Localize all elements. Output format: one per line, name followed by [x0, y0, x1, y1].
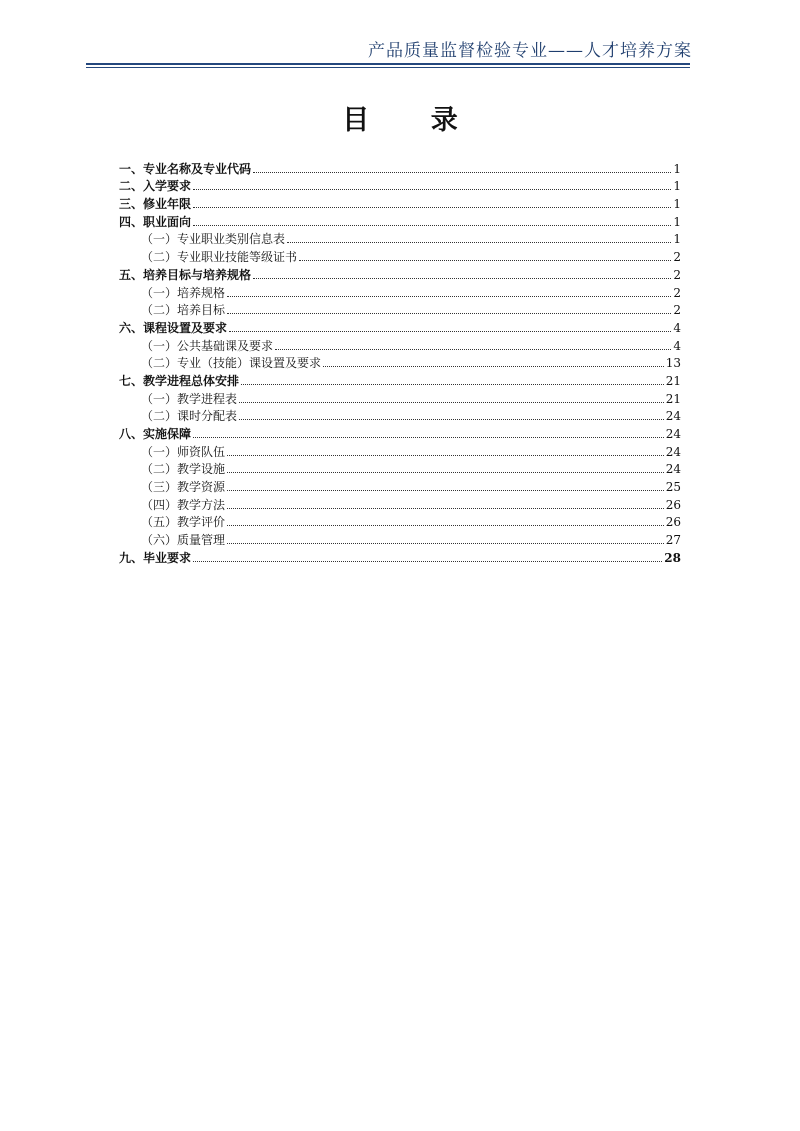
header-rule-thick	[86, 63, 690, 65]
toc-entry-title: 七、教学进程总体安排	[119, 373, 240, 388]
toc-dot-leader	[323, 366, 664, 367]
toc-entry[interactable]	[119, 370, 681, 388]
toc-entry-title: （二）专业（技能）课设置及要求	[141, 356, 322, 371]
toc-entry-page: 2	[673, 303, 681, 318]
toc-dot-leader	[193, 225, 671, 226]
toc-dot-leader	[287, 242, 671, 243]
toc-dot-leader	[299, 260, 671, 261]
header-rule-thin	[86, 67, 690, 68]
toc-entry-page: 24	[665, 409, 681, 424]
toc-dot-leader	[227, 525, 664, 526]
toc-entry-title: 四、职业面向	[119, 214, 192, 229]
toc-dot-leader	[229, 331, 671, 332]
toc-entry-page: 24	[665, 427, 681, 441]
toc-entry[interactable]	[119, 476, 681, 494]
toc-entry-page: 2	[673, 250, 681, 265]
toc-entry[interactable]	[119, 423, 681, 441]
toc-entry[interactable]	[119, 459, 681, 477]
toc-entry[interactable]	[119, 494, 681, 512]
toc-entry[interactable]	[119, 529, 681, 547]
toc-dot-leader	[227, 543, 664, 544]
toc-entry-page: 26	[665, 515, 681, 530]
toc-dot-leader	[227, 313, 671, 314]
toc-entry-title: （五）教学评价	[141, 515, 226, 530]
toc-dot-leader	[227, 490, 664, 491]
running-header: 产品质量监督检验专业——人才培养方案	[368, 41, 692, 61]
toc-entry-page: 1	[673, 179, 681, 194]
toc-entry-title: （二）教学设施	[141, 462, 226, 477]
toc-dot-leader	[193, 189, 671, 190]
toc-dot-leader	[227, 296, 671, 297]
toc-entry-title: 六、课程设置及要求	[119, 320, 228, 335]
toc-entry-title: （六）质量管理	[141, 533, 226, 548]
toc-entry-page: 4	[673, 320, 681, 335]
toc-dot-leader	[193, 207, 671, 208]
toc-dot-leader	[253, 278, 671, 279]
toc-dot-leader	[241, 384, 664, 385]
toc-title: 目 录	[342, 105, 484, 136]
toc-entry[interactable]	[119, 193, 681, 211]
toc-entry[interactable]	[119, 176, 681, 194]
toc-entry-page: 27	[665, 533, 681, 548]
toc-entry-title: （二）课时分配表	[141, 409, 238, 424]
toc-dot-leader	[239, 402, 664, 403]
toc-entry[interactable]	[119, 547, 681, 565]
toc-entry-title: （一）专业职业类别信息表	[141, 232, 286, 247]
toc-entry-page: 1	[673, 232, 681, 247]
toc-entry-page: 25	[665, 480, 681, 495]
toc-entry[interactable]	[119, 282, 681, 300]
toc-entry-title: （三）教学资源	[141, 480, 226, 495]
toc-entry-page: 26	[665, 497, 681, 512]
toc-entry-page: 21	[665, 373, 681, 388]
toc-entry-page: 24	[665, 444, 681, 459]
toc-entry-title: （二）专业职业技能等级证书	[141, 250, 298, 265]
toc-dot-leader	[227, 455, 664, 456]
toc-entry[interactable]	[119, 211, 681, 229]
toc-dot-leader	[193, 561, 662, 562]
toc-dot-leader	[227, 508, 664, 509]
toc-dot-leader	[227, 472, 664, 473]
toc-entry-title: （二）培养目标	[141, 303, 226, 318]
toc-entry[interactable]	[119, 246, 681, 264]
toc-dot-leader	[253, 172, 671, 173]
toc-entry-page: 2	[673, 267, 681, 282]
toc-entry[interactable]	[119, 300, 681, 318]
toc-entry-title: （一）教学进程表	[141, 391, 238, 406]
toc-entry[interactable]	[119, 317, 681, 335]
toc-entry-title: 九、毕业要求	[119, 550, 192, 565]
toc-entry[interactable]	[119, 229, 681, 247]
toc-entry-page: 2	[673, 285, 681, 300]
toc-entry-title: （一）培养规格	[141, 285, 226, 300]
toc-entry-title: （一）公共基础课及要求	[141, 338, 274, 353]
toc-entry-title: 二、入学要求	[119, 179, 192, 194]
toc-entry-title: （一）师资队伍	[141, 444, 226, 459]
toc-entry[interactable]	[119, 353, 681, 371]
toc-entry[interactable]	[119, 264, 681, 282]
toc-entry-page: 13	[665, 356, 681, 371]
toc-dot-leader	[275, 349, 671, 350]
toc-entry[interactable]	[119, 388, 681, 406]
toc-entry-title: （四）教学方法	[141, 497, 226, 512]
toc-entry[interactable]	[119, 406, 681, 424]
toc-entry[interactable]	[119, 512, 681, 530]
toc-entry-title: 八、实施保障	[119, 427, 192, 441]
toc-entry[interactable]	[119, 441, 681, 459]
toc-entry-title: 一、专业名称及专业代码	[119, 161, 252, 176]
toc-entry-page: 1	[673, 197, 681, 212]
toc-entry[interactable]	[119, 158, 681, 176]
toc-entry-page: 1	[673, 161, 681, 176]
toc-entry-page: 1	[673, 214, 681, 229]
toc-dot-leader	[193, 437, 664, 438]
toc-entry[interactable]	[119, 335, 681, 353]
toc-entry-page: 28	[664, 550, 681, 565]
toc-entry-page: 24	[665, 462, 681, 477]
toc-entry-title: 三、修业年限	[119, 197, 192, 212]
toc-entry-title: 五、培养目标与培养规格	[119, 267, 252, 282]
table-of-contents	[119, 158, 681, 565]
toc-entry-page: 21	[665, 391, 681, 406]
toc-entry-page: 4	[673, 338, 681, 353]
toc-dot-leader	[239, 419, 664, 420]
